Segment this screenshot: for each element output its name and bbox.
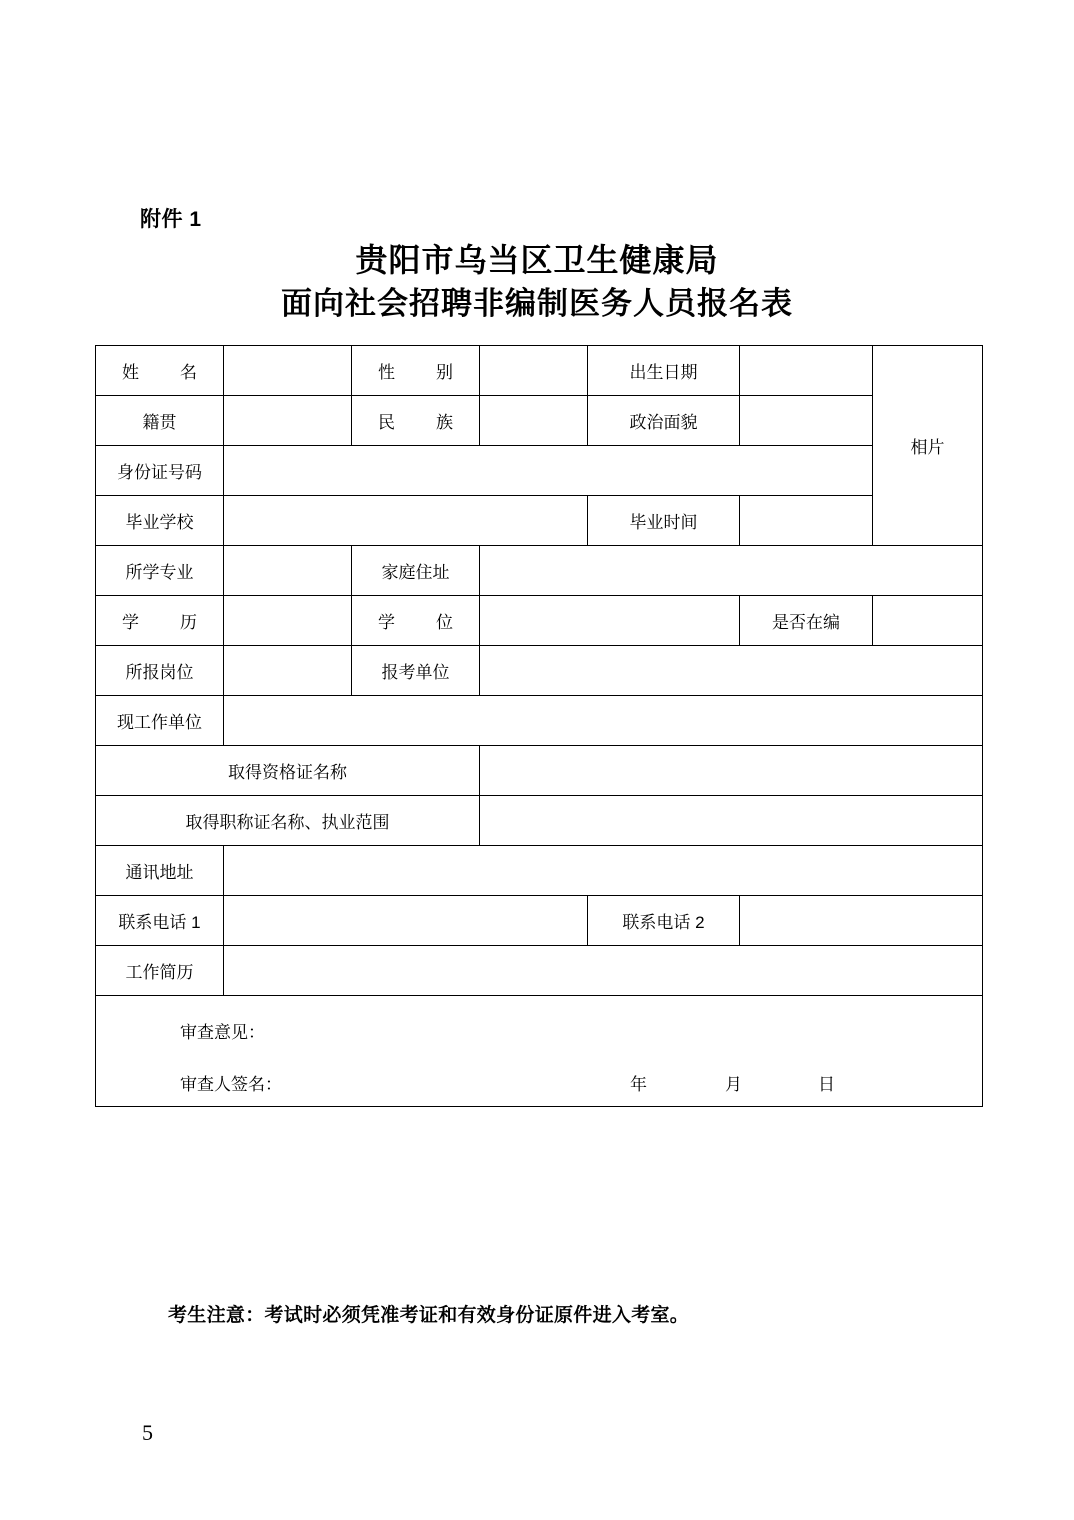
field-graduate-school[interactable]: [224, 496, 588, 546]
candidate-notice: 考生注意：考试时必须凭准考证和有效身份证原件进入考室。: [168, 1305, 690, 1326]
label-major: 所学专业: [96, 546, 224, 596]
field-name[interactable]: [224, 346, 352, 396]
title-line-2: 面向社会招聘非编制医务人员报名表: [281, 286, 793, 321]
label-title-cert: 取得职称证名称、执业范围: [96, 796, 480, 846]
label-degree: 学 位: [352, 596, 480, 646]
label-name: 姓 名: [96, 346, 224, 396]
label-current-employer: 现工作单位: [96, 696, 224, 746]
field-applied-unit[interactable]: [480, 646, 983, 696]
table-row: [96, 446, 983, 496]
field-ethnicity[interactable]: [480, 396, 588, 446]
field-education[interactable]: [224, 596, 352, 646]
field-applied-position[interactable]: [224, 646, 352, 696]
field-id-number[interactable]: [224, 446, 873, 496]
registration-form-table: [95, 345, 983, 1107]
label-review-opinion: 审查意见：: [180, 1023, 265, 1042]
field-mailing-address[interactable]: [224, 846, 983, 896]
field-graduate-time[interactable]: [740, 496, 873, 546]
table-row: [96, 796, 983, 846]
field-is-staffed[interactable]: [873, 596, 983, 646]
label-year: 年: [630, 1075, 647, 1094]
label-gender: 性 别: [352, 346, 480, 396]
label-applied-position: 所报岗位: [96, 646, 224, 696]
label-graduate-time: 毕业时间: [588, 496, 740, 546]
field-political-status[interactable]: [740, 396, 873, 446]
title-line-1: 贵阳市乌当区卫生健康局: [355, 242, 719, 278]
label-political-status: 政治面貌: [588, 396, 740, 446]
field-qualification-cert[interactable]: [480, 746, 983, 796]
label-is-staffed: 是否在编: [740, 596, 873, 646]
table-row: [96, 746, 983, 796]
label-month: 月: [725, 1075, 742, 1094]
label-birth-date: 出生日期: [588, 346, 740, 396]
table-row: [96, 946, 983, 996]
label-phone-1: 联系电话 1: [96, 896, 224, 946]
table-row: [96, 696, 983, 746]
label-reviewer-signature[interactable]: 审查人签名：: [180, 1075, 282, 1094]
field-native-place[interactable]: [224, 396, 352, 446]
table-row: [96, 596, 983, 646]
table-row: [96, 496, 983, 546]
label-native-place: 籍贯: [96, 396, 224, 446]
field-birth-date[interactable]: [740, 346, 873, 396]
table-row: [96, 396, 983, 446]
label-work-resume: 工作简历: [96, 946, 224, 996]
field-phone-1[interactable]: [224, 896, 588, 946]
page-number: 5: [142, 1420, 153, 1445]
field-work-resume[interactable]: [224, 946, 983, 996]
table-row: [96, 346, 983, 396]
document-title: [0, 238, 1074, 326]
field-gender[interactable]: [480, 346, 588, 396]
review-section: [96, 996, 983, 1107]
field-degree[interactable]: [480, 596, 740, 646]
field-title-cert[interactable]: [480, 796, 983, 846]
label-qualification-cert: 取得资格证名称: [96, 746, 480, 796]
field-current-employer[interactable]: [224, 696, 983, 746]
field-phone-2[interactable]: [740, 896, 983, 946]
table-row: [96, 546, 983, 596]
label-education: 学 历: [96, 596, 224, 646]
photo-cell[interactable]: 相片: [873, 346, 983, 546]
table-row: [96, 646, 983, 696]
field-home-address[interactable]: [480, 546, 983, 596]
label-phone-2: 联系电话 2: [588, 896, 740, 946]
table-row: [96, 996, 983, 1107]
table-row: [96, 846, 983, 896]
label-mailing-address: 通讯地址: [96, 846, 224, 896]
label-ethnicity: 民 族: [352, 396, 480, 446]
label-home-address: 家庭住址: [352, 546, 480, 596]
label-day: 日: [818, 1075, 835, 1094]
label-graduate-school: 毕业学校: [96, 496, 224, 546]
attachment-label: 附件 1: [140, 208, 202, 231]
table-row: [96, 896, 983, 946]
field-major[interactable]: [224, 546, 352, 596]
label-applied-unit: 报考单位: [352, 646, 480, 696]
label-id-number: 身份证号码: [96, 446, 224, 496]
